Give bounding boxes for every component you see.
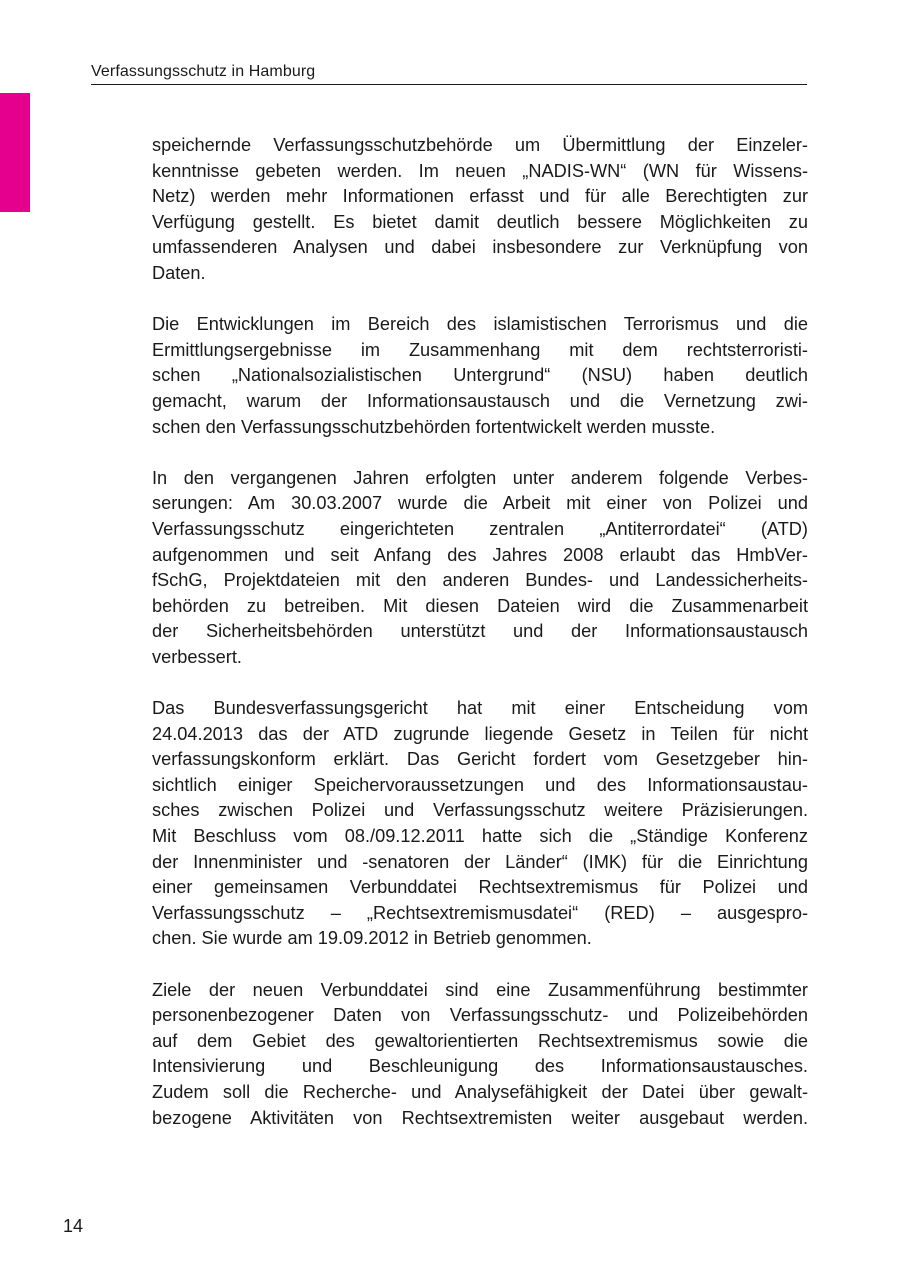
text-line: Verfassungsschutz eingerichteten zentralen „Antiterrordatei“ (ATD) [152, 518, 808, 539]
text-line: personenbezogener Daten von Verfassungsschutz- und Polizeibehörden [152, 1005, 808, 1026]
paragraph-5 [152, 978, 808, 1132]
text-line: schen den Verfassungsschutzbehörden fortentwickelt werden musste. [152, 416, 716, 437]
text-line: kenntnisse gebeten werden. Im neuen „NADIS-WN“ (WN für Wissens- [152, 160, 808, 181]
text-line: umfassenderen Analysen und dabei insbesondere zur Verknüpfung von [152, 237, 808, 258]
paragraph-2 [152, 312, 808, 440]
text-line: 24.04.2013 das der ATD zugrunde liegende Gesetz in Teilen für nicht [152, 723, 808, 744]
text-line: fSchG, Projektdateien mit den anderen Bundes- und Landessicherheits- [152, 570, 808, 591]
text-line: Ziele der neuen Verbunddatei sind eine Zusammenführung bestimmter [152, 979, 808, 1000]
text-line: gemacht, warum der Informationsaustausch und die Vernetzung zwi- [152, 390, 808, 411]
running-header [91, 62, 807, 85]
paragraph-1 [152, 133, 808, 287]
paragraph-3 [152, 466, 808, 671]
text-line: der Innenminister und -senatoren der Länder“ (IMK) für die Einrichtung [152, 851, 808, 872]
text-line: Verfügung gestellt. Es bietet damit deutlich bessere Möglichkeiten zu [152, 211, 808, 232]
running-header-title: Verfassungsschutz in Hamburg [91, 63, 316, 80]
text-line: schen „Nationalsozialistischen Untergrund“ (NSU) haben deutlich [152, 365, 808, 386]
text-line: In den vergangenen Jahren erfolgten unter anderem folgende Verbes- [152, 467, 808, 488]
text-line: Zudem soll die Recherche- und Analysefähigkeit der Datei über gewalt- [152, 1081, 808, 1102]
text-line: Mit Beschluss vom 08./09.12.2011 hatte sich die „Ständige Konferenz [152, 826, 808, 847]
text-line: sches zwischen Polizei und Verfassungsschutz weitere Präzisierungen. [152, 800, 808, 821]
paragraph-4 [152, 696, 808, 952]
text-line: verfassungskonform erklärt. Das Gericht fordert vom Gesetzgeber hin- [152, 749, 808, 770]
text-line: verbessert. [152, 646, 242, 667]
body-text [152, 133, 808, 1157]
text-line: Intensivierung und Beschleunigung des Informationsaustausches. [152, 1056, 808, 1077]
text-line: bezogene Aktivitäten von Rechtsextremisten weiter ausgebaut werden. [152, 1107, 808, 1128]
text-line: aufgenommen und seit Anfang des Jahres 2008 erlaubt das HmbVer- [152, 544, 808, 565]
page-number: 14 [63, 1216, 84, 1236]
text-line: der Sicherheitsbehörden unterstützt und der Informationsaustausch [152, 621, 808, 642]
text-line: speichernde Verfassungsschutzbehörde um Übermittlung der Einzeler- [152, 135, 808, 155]
text-line: einer gemeinsamen Verbunddatei Rechtsextremismus für Polizei und [152, 877, 808, 898]
text-line: Netz) werden mehr Informationen erfasst und für alle Berechtigten zur [152, 186, 808, 207]
text-line: Die Entwicklungen im Bereich des islamistischen Terrorismus und die [152, 314, 808, 335]
text-line: sichtlich einiger Speichervoraussetzungen und des Informationsaustau- [152, 774, 808, 795]
section-accent-bar [0, 93, 30, 212]
text-line: auf dem Gebiet des gewaltorientierten Rechtsextremismus sowie die [152, 1030, 808, 1051]
text-line: Verfassungsschutz – „Rechtsextremismusdatei“ (RED) – ausgespro- [152, 902, 808, 923]
text-line: Ermittlungsergebnisse im Zusammenhang mit dem rechtsterroristi- [152, 339, 808, 360]
text-line: serungen: Am 30.03.2007 wurde die Arbeit mit einer von Polizei und [152, 493, 808, 514]
text-line: behörden zu betreiben. Mit diesen Dateien wird die Zusammenarbeit [152, 595, 808, 616]
text-line: chen. Sie wurde am 19.09.2012 in Betrieb genommen. [152, 928, 592, 949]
text-line: Das Bundesverfassungsgericht hat mit einer Entscheidung vom [152, 698, 808, 719]
text-line: Daten. [152, 262, 206, 283]
